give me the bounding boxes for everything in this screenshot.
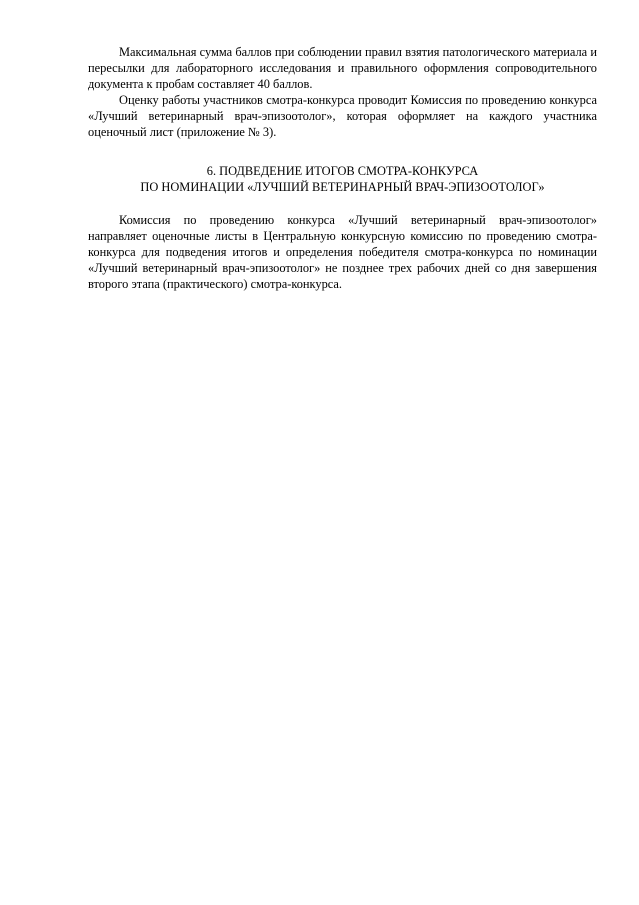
- paragraph-max-score: Максимальная сумма баллов при соблюдении правил взятия патологического материала и пересылки для лабораторного исследования и правильного оформления сопроводительного документа к пробам составляет 40 баллов.: [88, 45, 597, 91]
- section-heading-line-2: ПО НОМИНАЦИИ «ЛУЧШИЙ ВЕТЕРИНАРНЫЙ ВРАЧ-ЭПИЗООТОЛОГ»: [140, 180, 545, 194]
- document-page: [88, 44, 597, 292]
- paragraph-evaluation: Оценку работы участников смотра-конкурса проводит Комиссия по проведению конкурса «Лучший ветеринарный врач-эпизоотолог», которая оформляет на каждого участника оценочный лист (приложение № 3).: [88, 93, 597, 139]
- paragraph-commission: Комиссия по проведению конкурса «Лучший ветеринарный врач-эпизоотолог» направляет оценочные листы в Центральную конкурсную комиссию по проведению смотра-конкурса для подведения итогов и определения победителя смотра-конкурса по номинации «Лучший ветеринарный врач-эпизоотолог» не позднее трех рабочих дней со дня завершения второго этапа (практического) смотра-конкурса.: [88, 213, 597, 291]
- section-heading: [88, 163, 597, 195]
- section-heading-line-1: 6. ПОДВЕДЕНИЕ ИТОГОВ СМОТРА-КОНКУРСА: [206, 164, 479, 178]
